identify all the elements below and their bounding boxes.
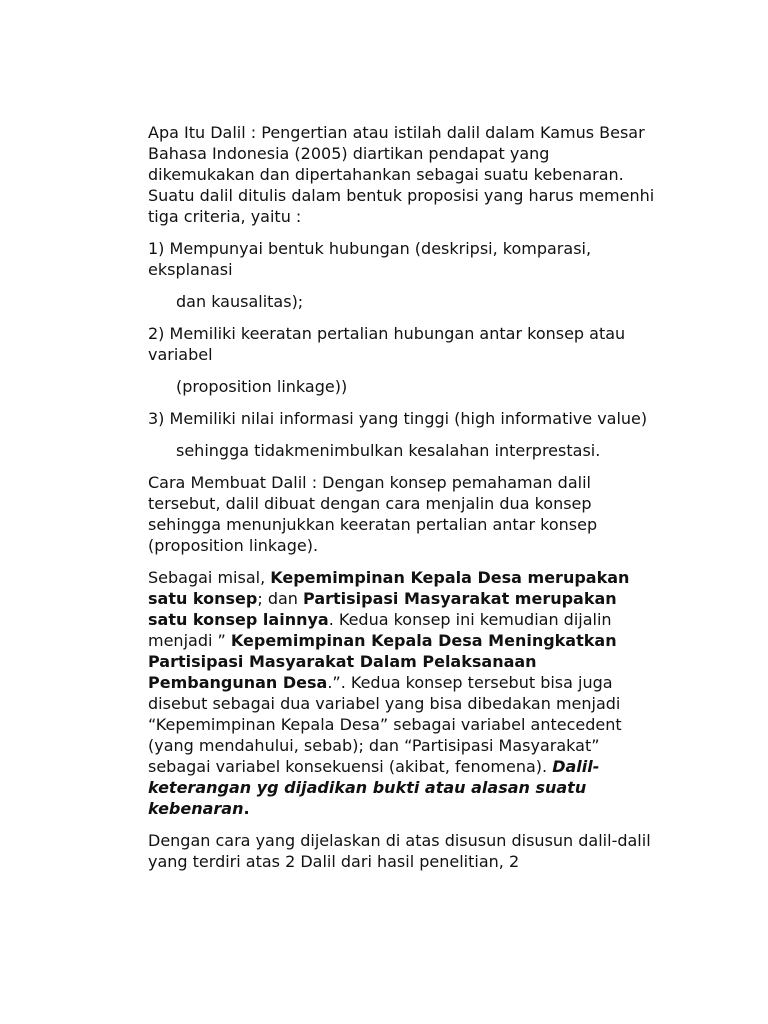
- criteria-item-2-continuation: (proposition linkage)): [176, 377, 348, 396]
- paragraph-cara-membuat: Cara Membuat Dalil : Dengan konsep pemahaman dalil tersebut, dalil dibuat dengan cara menjalin dua konsep sehingga menunjukkan keeratan pertalian antar konsep (proposition linkage).: [148, 473, 598, 555]
- example-bold-4: .: [243, 799, 250, 818]
- example-text-4: .”. Kedua konsep tersebut bisa juga disebut sebagai dua variabel yang bisa dibedakan menjadi “Kepemimpinan Kepala Desa” sebagai variabel antecedent (yang mendahului, sebab); dan “Partisipasi Masyarakat” sebagai variabel konsekuensi (akibat, fenomena).: [148, 673, 622, 776]
- criteria-item-1: 1) Mempunyai bentuk hubungan (deskripsi, komparasi, eksplanasi: [148, 239, 592, 279]
- example-bold-1: Kepemimpinan Kepala Desa merupakan satu konsep: [148, 568, 630, 608]
- paragraph-definition: Apa Itu Dalil : Pengertian atau istilah dalil dalam Kamus Besar Bahasa Indonesia (2005) diartikan pendapat yang dikemukakan dan dipertahankan sebagai suatu kebenaran. Suatu dalil ditulis dalam bentuk proposisi yang harus memenhi tiga criteria, yaitu :: [148, 123, 655, 226]
- criteria-item-3-continuation: sehingga tidakmenimbulkan kesalahan interprestasi.: [176, 441, 601, 460]
- example-text-3: . Kedua konsep ini kemudian dijalin menjadi ”: [148, 610, 612, 650]
- paragraph-example: [148, 567, 660, 819]
- document-page: [148, 122, 660, 883]
- paragraph-last: Dengan cara yang dijelaskan di atas disusun disusun dalil-dalil yang terdiri atas 2 Dalil dari hasil penelitian, 2: [148, 831, 651, 871]
- criteria-item-3: 3) Memiliki nilai informasi yang tinggi (high informative value): [148, 409, 648, 428]
- example-text-1: Sebagai misal,: [148, 568, 271, 587]
- example-text-2: ; dan: [257, 589, 304, 608]
- example-bold-2: Partisipasi Masyarakat merupakan satu konsep lainnya: [148, 589, 617, 629]
- example-bold-3: Kepemimpinan Kepala Desa Meningkatkan Partisipasi Masyarakat Dalam Pelaksanaan Pembangunan Desa: [148, 631, 617, 692]
- criteria-item-2: 2) Memiliki keeratan pertalian hubungan antar konsep atau variabel: [148, 324, 626, 364]
- example-bold-italic: Dalil- keterangan yg dijadikan bukti atau alasan suatu kebenaran: [148, 757, 600, 818]
- criteria-item-1-continuation: dan kausalitas);: [176, 292, 304, 311]
